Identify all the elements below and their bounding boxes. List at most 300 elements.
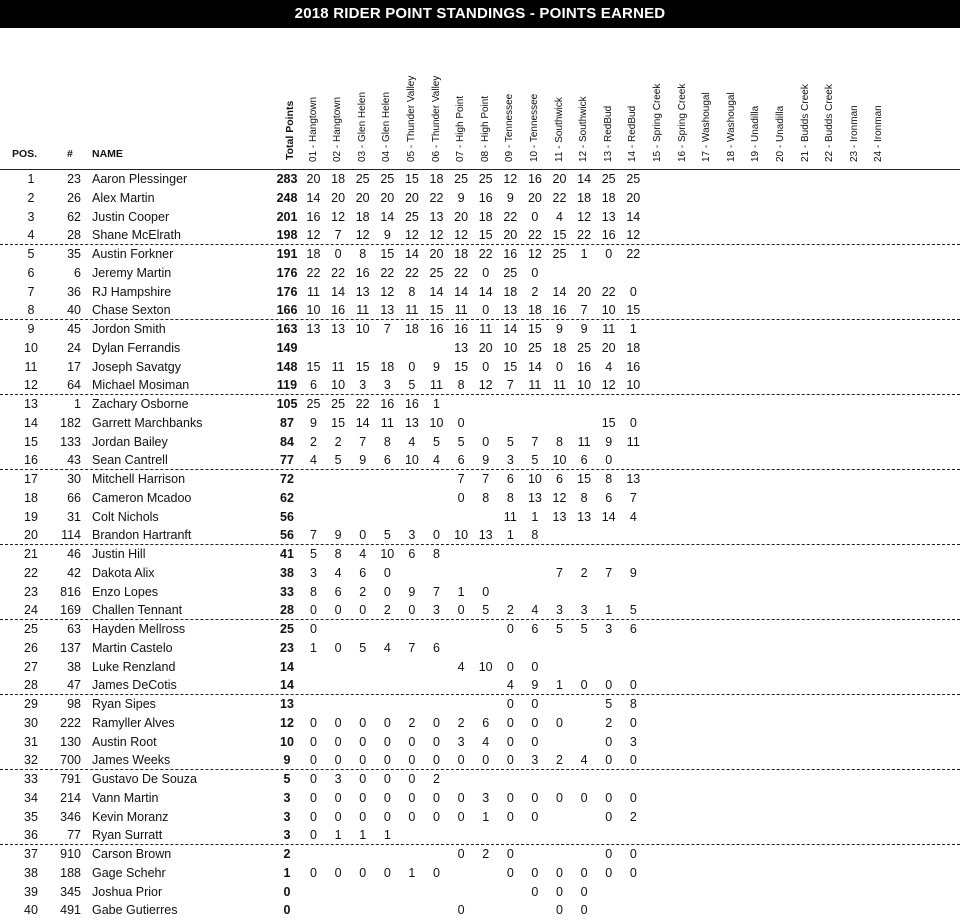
- total-points-cell: 87: [280, 415, 294, 430]
- moto-points-cell: 8: [359, 247, 367, 261]
- moto-points-cell: 7: [359, 434, 367, 449]
- moto-points-cell: 11: [356, 303, 370, 318]
- moto-points-cell: 5: [605, 697, 613, 711]
- moto-points-cell: 7: [531, 434, 539, 449]
- moto-points-cell: 0: [408, 359, 416, 374]
- total-points-cell: 84: [280, 434, 294, 449]
- rider-number-cell: 791: [60, 772, 81, 786]
- moto-points-cell: 8: [310, 584, 317, 599]
- moto-points-cell: 0: [556, 865, 563, 880]
- moto-points-cell: 2: [556, 753, 563, 768]
- moto-points-cell: 8: [580, 490, 588, 505]
- moto-points-cell: 0: [629, 847, 637, 861]
- rider-number-cell: 188: [60, 865, 81, 880]
- moto-points-cell: 6: [334, 584, 342, 599]
- table-row: [0, 845, 960, 864]
- moto-points-cell: 18: [527, 303, 542, 318]
- moto-points-cell: 0: [408, 809, 416, 824]
- moto-points-cell: 18: [577, 190, 592, 205]
- moto-points-cell: 1: [629, 322, 637, 336]
- moto-points-cell: 18: [503, 284, 518, 299]
- moto-points-cell: 13: [626, 472, 641, 486]
- moto-points-cell: 0: [556, 903, 563, 918]
- moto-points-cell: 9: [482, 453, 490, 468]
- total-points-cell: 248: [276, 190, 298, 205]
- moto-points-cell: 0: [433, 865, 440, 880]
- moto-points-cell: 0: [334, 753, 342, 768]
- rider-number-cell: 40: [67, 303, 81, 318]
- rider-number-cell: 816: [60, 584, 81, 599]
- rider-name-cell: Gage Schehr: [92, 865, 166, 880]
- rider-number-cell: 66: [67, 490, 81, 505]
- moto-points-cell: 1: [556, 678, 563, 693]
- rider-name-cell: James DeCotis: [92, 678, 177, 693]
- moto-points-cell: 0: [556, 359, 563, 374]
- moto-points-cell: 5: [359, 640, 367, 655]
- total-points-cell: 38: [280, 565, 294, 580]
- moto-points-cell: 7: [310, 528, 317, 543]
- rider-name-cell: Zachary Osborne: [92, 397, 189, 411]
- moto-points-cell: 16: [380, 397, 395, 411]
- moto-points-cell: 0: [408, 734, 416, 749]
- total-points-cell: 149: [276, 340, 298, 355]
- moto-points-cell: 1: [408, 865, 416, 880]
- moto-points-cell: 11: [479, 322, 493, 336]
- rider-name-cell: James Weeks: [92, 753, 171, 768]
- moto-points-cell: 0: [457, 847, 465, 861]
- total-points-cell: 148: [276, 359, 298, 374]
- position-cell: 33: [24, 772, 38, 786]
- rider-name-cell: Aaron Plessinger: [92, 172, 188, 186]
- moto-points-cell: 0: [531, 715, 539, 730]
- moto-points-cell: 0: [457, 753, 465, 768]
- moto-points-cell: 7: [433, 584, 440, 599]
- moto-points-cell: 12: [454, 228, 469, 243]
- moto-points-cell: 1: [334, 828, 342, 843]
- moto-points-cell: 5: [580, 622, 588, 636]
- moto-points-cell: 22: [503, 209, 518, 224]
- moto-points-cell: 6: [506, 472, 514, 486]
- moto-points-cell: 15: [454, 359, 469, 374]
- moto-points-cell: 5: [334, 453, 342, 468]
- moto-points-cell: 7: [482, 472, 490, 486]
- table-row: [0, 395, 960, 414]
- table-row: [0, 751, 960, 770]
- moto-points-cell: 0: [383, 772, 391, 786]
- moto-points-cell: 8: [531, 528, 539, 543]
- moto-points-cell: 15: [355, 359, 370, 374]
- rider-name-cell: Sean Cantrell: [92, 453, 168, 468]
- table-row: [0, 564, 960, 583]
- moto-points-cell: 15: [331, 415, 346, 430]
- moto-points-cell: 16: [601, 228, 616, 243]
- total-points-cell: 176: [276, 265, 298, 280]
- table-row: [0, 733, 960, 752]
- moto-points-cell: 10: [577, 378, 592, 393]
- moto-points-cell: 0: [506, 809, 514, 824]
- moto-points-cell: 0: [506, 865, 514, 880]
- total-points-cell: 166: [276, 303, 298, 318]
- moto-points-cell: 0: [457, 603, 465, 618]
- rider-number-cell: 98: [67, 697, 81, 711]
- total-points-cell: 25: [280, 622, 294, 636]
- moto-points-cell: 25: [626, 172, 641, 186]
- moto-points-cell: 1: [310, 640, 317, 655]
- moto-points-cell: 4: [482, 734, 490, 749]
- total-points-cell: 191: [276, 247, 298, 261]
- table-row: [0, 414, 960, 433]
- moto-points-cell: 10: [626, 378, 641, 393]
- moto-points-cell: 20: [331, 190, 346, 205]
- moto-points-cell: 0: [359, 734, 367, 749]
- moto-points-cell: 4: [531, 603, 539, 618]
- moto-points-cell: 4: [310, 453, 317, 468]
- moto-points-cell: 10: [306, 303, 321, 318]
- moto-points-cell: 25: [380, 172, 395, 186]
- moto-points-cell: 0: [506, 715, 514, 730]
- moto-points-cell: 4: [408, 434, 416, 449]
- moto-points-cell: 18: [331, 172, 346, 186]
- moto-points-cell: 0: [605, 678, 613, 693]
- moto-points-cell: 0: [482, 359, 490, 374]
- moto-points-cell: 22: [478, 247, 493, 261]
- moto-points-cell: 15: [306, 359, 321, 374]
- moto-points-cell: 0: [310, 622, 317, 636]
- moto-points-cell: 12: [478, 378, 493, 393]
- rider-name-cell: Ryan Sipes: [92, 697, 156, 711]
- moto-points-cell: 5: [310, 547, 317, 561]
- table-row: [0, 208, 960, 227]
- rider-number-cell: 491: [60, 903, 81, 918]
- rider-number-cell: 114: [61, 528, 81, 543]
- moto-points-cell: 0: [457, 415, 465, 430]
- moto-points-cell: 15: [503, 359, 518, 374]
- table-row: [0, 639, 960, 658]
- moto-points-cell: 14: [331, 284, 346, 299]
- position-cell: 12: [24, 378, 38, 393]
- moto-points-cell: 0: [359, 753, 367, 768]
- moto-points-cell: 4: [629, 509, 637, 524]
- table-row: [0, 470, 960, 489]
- moto-points-cell: 0: [629, 715, 637, 730]
- moto-points-cell: 0: [310, 865, 317, 880]
- moto-points-cell: 15: [552, 228, 567, 243]
- pos-header: POS.: [12, 148, 38, 160]
- moto-points-cell: 4: [506, 678, 514, 693]
- moto-points-cell: 2: [408, 715, 416, 730]
- moto-points-cell: 11: [430, 378, 443, 393]
- rider-name-cell: Chase Sexton: [92, 303, 171, 318]
- rider-name-cell: Dakota Alix: [92, 565, 155, 580]
- moto-points-cell: 5: [383, 528, 391, 543]
- moto-points-cell: 4: [457, 659, 465, 674]
- position-cell: 22: [24, 565, 38, 580]
- rider-number-cell: 28: [67, 228, 81, 243]
- rider-name-cell: Jeremy Martin: [92, 265, 172, 280]
- moto-points-cell: 1: [359, 828, 367, 843]
- position-cell: 15: [24, 434, 38, 449]
- moto-points-cell: 0: [482, 303, 490, 318]
- moto-points-cell: 0: [605, 809, 613, 824]
- moto-points-cell: 1: [482, 809, 490, 824]
- rider-number-cell: 222: [60, 715, 81, 730]
- moto-points-cell: 5: [482, 603, 490, 618]
- moto-points-cell: 2: [359, 584, 367, 599]
- moto-points-cell: 10: [380, 547, 395, 561]
- rider-name-cell: Kevin Moranz: [92, 809, 169, 824]
- moto-points-cell: 0: [310, 715, 317, 730]
- moto-points-cell: 3: [457, 734, 465, 749]
- moto-points-cell: 0: [506, 847, 514, 861]
- rider-name-cell: Ryan Surratt: [92, 828, 163, 843]
- moto-points-cell: 8: [383, 434, 391, 449]
- moto-points-cell: 22: [404, 265, 419, 280]
- position-cell: 25: [24, 622, 38, 636]
- moto-points-cell: 2: [482, 847, 490, 861]
- moto-points-cell: 0: [433, 528, 440, 543]
- moto-points-cell: 0: [310, 603, 317, 618]
- moto-points-cell: 0: [359, 603, 367, 618]
- moto-points-cell: 0: [433, 790, 440, 805]
- moto-points-cell: 6: [457, 453, 465, 468]
- moto-points-cell: 12: [577, 209, 592, 224]
- moto-points-cell: 0: [531, 865, 539, 880]
- moto-points-cell: 0: [605, 790, 613, 805]
- moto-points-cell: 4: [334, 565, 342, 580]
- moto-points-cell: 14: [404, 247, 419, 261]
- moto-points-cell: 10: [429, 415, 444, 430]
- moto-points-cell: 14: [626, 209, 641, 224]
- position-cell: 20: [24, 528, 38, 543]
- moto-points-cell: 0: [506, 734, 514, 749]
- moto-points-cell: 12: [527, 247, 542, 261]
- moto-points-cell: 0: [531, 884, 539, 899]
- moto-points-cell: 5: [556, 622, 563, 636]
- moto-points-cell: 8: [556, 434, 563, 449]
- total-points-cell: 119: [276, 378, 298, 393]
- position-cell: 34: [24, 790, 38, 805]
- moto-points-cell: 0: [334, 603, 342, 618]
- moto-points-cell: 6: [556, 472, 563, 486]
- position-cell: 6: [27, 265, 35, 280]
- moto-points-cell: 0: [310, 828, 317, 843]
- moto-points-cell: 0: [556, 715, 563, 730]
- position-cell: 1: [27, 172, 35, 186]
- position-cell: 27: [24, 659, 38, 674]
- moto-points-cell: 3: [605, 622, 613, 636]
- moto-points-cell: 5: [408, 378, 416, 393]
- moto-points-cell: 6: [482, 715, 490, 730]
- moto-points-cell: 22: [626, 247, 641, 261]
- moto-points-cell: 25: [577, 340, 592, 355]
- moto-points-cell: 3: [359, 378, 367, 393]
- position-cell: 36: [24, 828, 38, 843]
- total-points-cell: 163: [276, 322, 298, 336]
- table-row: [0, 901, 960, 920]
- moto-points-cell: 3: [556, 603, 563, 618]
- moto-points-cell: 8: [334, 547, 342, 561]
- moto-points-cell: 8: [605, 472, 613, 486]
- moto-points-cell: 25: [331, 397, 346, 411]
- moto-points-cell: 15: [404, 172, 419, 186]
- moto-points-cell: 20: [478, 340, 493, 355]
- moto-points-cell: 13: [355, 284, 370, 299]
- moto-points-cell: 10: [601, 303, 616, 318]
- position-cell: 17: [24, 472, 38, 486]
- position-cell: 10: [24, 340, 38, 355]
- table-row: [0, 245, 960, 264]
- table-row: [0, 883, 960, 902]
- moto-points-cell: 7: [605, 565, 613, 580]
- moto-points-cell: 20: [355, 190, 370, 205]
- rider-number-cell: 42: [67, 565, 81, 580]
- total-points-cell: 62: [280, 490, 294, 505]
- total-points-cell: 12: [280, 715, 294, 730]
- moto-points-cell: 1: [383, 828, 391, 843]
- rider-number-cell: 46: [67, 547, 81, 561]
- title-banner: [0, 0, 960, 28]
- position-cell: 35: [24, 809, 38, 824]
- moto-points-cell: 22: [306, 265, 321, 280]
- moto-points-cell: 12: [380, 284, 395, 299]
- moto-points-cell: 25: [552, 247, 567, 261]
- moto-points-cell: 7: [556, 565, 563, 580]
- total-points-cell: 176: [276, 284, 298, 299]
- moto-points-cell: 18: [380, 359, 395, 374]
- moto-points-cell: 15: [380, 247, 395, 261]
- total-points-cell: 28: [280, 603, 294, 618]
- position-cell: 14: [24, 415, 38, 430]
- moto-points-cell: 12: [552, 490, 567, 505]
- moto-points-cell: 0: [556, 884, 563, 899]
- moto-points-cell: 5: [457, 434, 465, 449]
- rider-number-cell: 45: [67, 322, 81, 336]
- position-cell: 28: [24, 678, 38, 693]
- total-points-cell: 201: [276, 209, 298, 224]
- rider-name-cell: Dylan Ferrandis: [92, 340, 181, 355]
- moto-points-cell: 5: [433, 434, 440, 449]
- moto-points-cell: 25: [503, 265, 518, 280]
- moto-points-cell: 6: [580, 453, 588, 468]
- moto-points-cell: 9: [531, 678, 539, 693]
- moto-points-cell: 11: [331, 359, 345, 374]
- rider-number-cell: 24: [67, 340, 81, 355]
- moto-points-cell: 13: [454, 340, 469, 355]
- position-cell: 18: [24, 490, 38, 505]
- moto-points-cell: 13: [404, 415, 419, 430]
- total-points-cell: 3: [283, 828, 291, 843]
- moto-points-cell: 13: [577, 509, 592, 524]
- position-cell: 37: [24, 847, 38, 861]
- moto-points-cell: 6: [310, 378, 317, 393]
- moto-points-cell: 20: [577, 284, 592, 299]
- position-cell: 8: [27, 303, 35, 318]
- moto-points-cell: 0: [359, 528, 367, 543]
- moto-points-cell: 0: [629, 865, 637, 880]
- moto-points-cell: 6: [359, 565, 367, 580]
- moto-points-cell: 2: [531, 284, 539, 299]
- moto-points-cell: 14: [552, 284, 567, 299]
- moto-points-cell: 0: [482, 584, 490, 599]
- moto-points-cell: 0: [408, 603, 416, 618]
- moto-points-cell: 20: [503, 228, 518, 243]
- position-cell: 32: [24, 753, 38, 768]
- moto-points-cell: 16: [331, 303, 346, 318]
- moto-points-cell: 0: [629, 678, 637, 693]
- moto-points-cell: 0: [580, 884, 588, 899]
- moto-points-cell: 20: [626, 190, 641, 205]
- table-row: [0, 489, 960, 508]
- moto-points-cell: 0: [310, 753, 317, 768]
- total-points-cell: 10: [280, 734, 294, 749]
- position-cell: 13: [24, 397, 38, 411]
- moto-points-cell: 4: [556, 209, 563, 224]
- moto-points-cell: 0: [531, 790, 539, 805]
- moto-points-cell: 5: [531, 453, 539, 468]
- moto-points-cell: 0: [506, 659, 514, 674]
- moto-points-cell: 18: [454, 247, 469, 261]
- position-cell: 39: [24, 884, 38, 899]
- moto-points-cell: 0: [605, 753, 613, 768]
- rider-name-cell: Hayden Mellross: [92, 622, 186, 636]
- moto-points-cell: 3: [580, 603, 588, 618]
- moto-points-cell: 7: [506, 378, 514, 393]
- position-cell: 26: [24, 640, 38, 655]
- table-row: [0, 808, 960, 827]
- moto-points-cell: 2: [629, 809, 637, 824]
- table-row: [0, 283, 960, 302]
- moto-points-cell: 0: [506, 790, 514, 805]
- position-cell: 2: [27, 190, 35, 205]
- moto-points-cell: 0: [433, 753, 440, 768]
- moto-points-cell: 0: [580, 865, 588, 880]
- moto-points-cell: 20: [552, 172, 567, 186]
- table-row: [0, 826, 960, 845]
- moto-points-cell: 3: [482, 790, 490, 805]
- moto-points-cell: 18: [552, 340, 567, 355]
- moto-points-cell: 0: [334, 715, 342, 730]
- position-cell: 40: [24, 903, 38, 918]
- moto-points-cell: 0: [334, 790, 342, 805]
- moto-points-cell: 18: [601, 190, 616, 205]
- rider-name-cell: Gustavo De Souza: [92, 772, 197, 786]
- moto-points-cell: 0: [433, 809, 440, 824]
- rider-name-cell: Justin Hill: [92, 547, 146, 561]
- moto-points-cell: 10: [478, 659, 493, 674]
- moto-points-cell: 0: [408, 753, 416, 768]
- moto-points-cell: 7: [629, 490, 637, 505]
- moto-points-cell: 7: [457, 472, 465, 486]
- total-points-cell: 0: [283, 903, 291, 918]
- rider-name-cell: Brandon Hartranft: [92, 528, 192, 543]
- moto-points-cell: 0: [531, 734, 539, 749]
- moto-points-cell: 6: [383, 453, 391, 468]
- moto-points-cell: 4: [605, 359, 613, 374]
- moto-points-cell: 15: [601, 415, 616, 430]
- rider-number-cell: 23: [67, 172, 81, 186]
- moto-points-cell: 25: [306, 397, 321, 411]
- moto-points-cell: 6: [408, 547, 416, 561]
- moto-points-cell: 15: [527, 322, 542, 336]
- moto-points-cell: 12: [306, 228, 321, 243]
- position-cell: 23: [24, 584, 38, 599]
- moto-points-cell: 0: [457, 903, 465, 918]
- moto-points-cell: 1: [433, 397, 440, 411]
- moto-points-cell: 13: [527, 490, 542, 505]
- page-title: 2018 RIDER POINT STANDINGS - POINTS EARNED: [294, 5, 666, 22]
- position-cell: 7: [27, 284, 35, 299]
- total-points-cell: 283: [276, 172, 298, 186]
